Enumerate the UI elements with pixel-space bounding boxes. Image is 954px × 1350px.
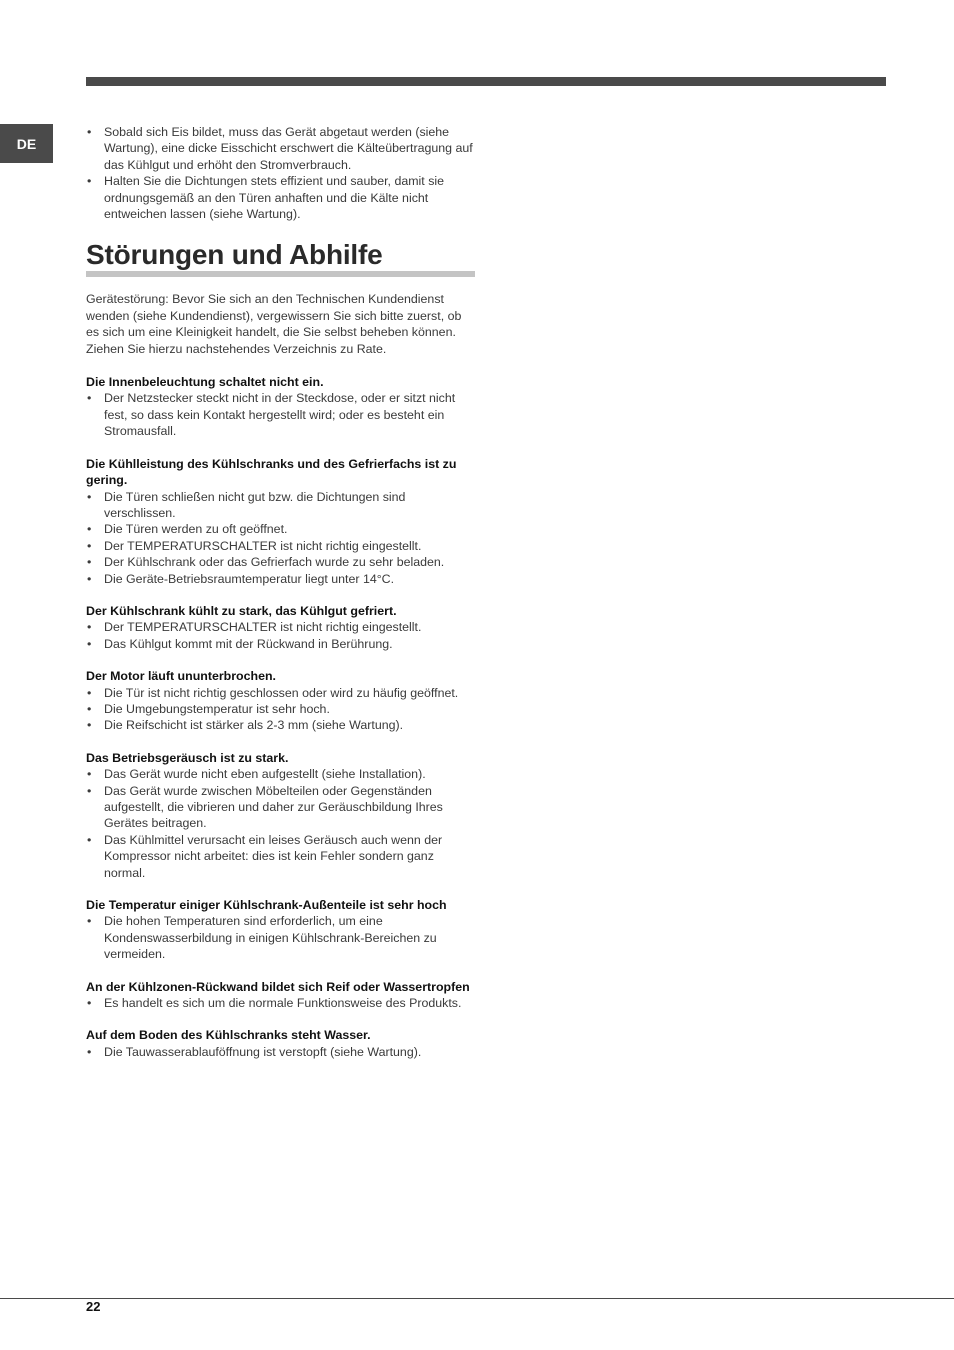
page-title: Störungen und Abhilfe [86, 239, 383, 271]
problem-section [86, 603, 476, 652]
section-heading: Das Betriebsgeräusch ist zu stark. [86, 750, 289, 765]
list-item: • Die Türen werden zu oft geöffnet. [86, 521, 476, 537]
cause-list [86, 685, 476, 734]
problem-section [86, 374, 476, 440]
list-item: • Die Türen schließen nicht gut bzw. die Dichtungen sind verschlissen. [86, 489, 476, 522]
cause-list [86, 390, 476, 439]
list-item: • Der TEMPERATURSCHALTER ist nicht richtig eingestellt. [86, 538, 476, 554]
list-item: • Das Gerät wurde nicht eben aufgestellt (siehe Installation). [86, 766, 476, 782]
problem-section [86, 897, 476, 963]
section-heading: An der Kühlzonen-Rückwand bildet sich Reif oder Wassertropfen [86, 979, 470, 994]
section-heading: Der Kühlschrank kühlt zu stark, das Kühlgut gefriert. [86, 603, 397, 618]
language-tab: DE [0, 124, 53, 163]
list-item: • Die Tür ist nicht richtig geschlossen oder wird zu häufig geöffnet. [86, 685, 476, 701]
problem-section [86, 668, 476, 734]
intro-bullet-list [86, 124, 476, 222]
section-heading: Auf dem Boden des Kühlschranks steht Wasser. [86, 1028, 371, 1043]
list-item: • Der TEMPERATURSCHALTER ist nicht richtig eingestellt. [86, 619, 476, 635]
cause-list [86, 995, 476, 1011]
list-item: • Der Kühlschrank oder das Gefrierfach wurde zu sehr beladen. [86, 554, 476, 570]
content-column [86, 124, 476, 1076]
problem-section [86, 1027, 476, 1060]
section-heading: Der Motor läuft ununterbrochen. [86, 669, 276, 684]
footer-rule [0, 1298, 954, 1299]
list-item: • Halten Sie die Dichtungen stets effizient und sauber, damit sie ordnungsgemäß an den Türen anhaften und die Kälte nicht entweichen lassen (siehe Wartung). [86, 173, 476, 222]
list-item: • Die Umgebungstemperatur ist sehr hoch. [86, 701, 476, 717]
section-heading: Die Innenbeleuchtung schaltet nicht ein. [86, 375, 324, 390]
list-item: • Das Gerät wurde zwischen Möbelteilen oder Gegenständen aufgestellt, die vibrieren und daher zur Geräuschbildung Ihres Gerätes beitragen. [86, 783, 476, 832]
list-item: • Der Netzstecker steckt nicht in der Steckdose, oder er sitzt nicht fest, so dass kein Kontakt hergestellt wird; oder es besteht ein Stromausfall. [86, 390, 476, 439]
section-heading: Die Temperatur einiger Kühlschrank-Außenteile ist sehr hoch [86, 898, 447, 913]
cause-list [86, 913, 476, 962]
title-underline [86, 271, 475, 277]
page-number: 22 [86, 1299, 101, 1314]
intro-paragraph: Gerätestörung: Bevor Sie sich an den Technischen Kundendienst wenden (siehe Kundendienst), vergewissern Sie sich bitte zuerst, ob es sich um eine Kleinigkeit handelt, die Sie selbst beheben können. Ziehen Sie hierzu nachstehendes Verzeichnis zu Rate. [86, 292, 462, 356]
problem-section [86, 979, 476, 1012]
list-item: • Das Kühlgut kommt mit der Rückwand in Berührung. [86, 636, 476, 652]
list-item: • Sobald sich Eis bildet, muss das Gerät abgetaut werden (siehe Wartung), eine dicke Eisschicht erschwert die Kälteübertragung auf das Kühlgut und erhöht den Stromverbrauch. [86, 124, 476, 173]
section-heading: Die Kühlleistung des Kühlschranks und des Gefrierfachs ist zu gering. [86, 456, 457, 488]
list-item: • Die Tauwasserablauföffnung ist verstopft (siehe Wartung). [86, 1044, 476, 1060]
header-rule [86, 77, 886, 86]
list-item: • Die Geräte-Betriebsraumtemperatur liegt unter 14°C. [86, 571, 476, 587]
problem-section [86, 456, 476, 587]
list-item: • Die hohen Temperaturen sind erforderlich, um eine Kondenswasserbildung in einigen Kühlschrank-Bereichen zu vermeiden. [86, 913, 476, 962]
cause-list [86, 1044, 476, 1060]
problem-section [86, 750, 476, 881]
list-item: • Das Kühlmittel verursacht ein leises Geräusch auch wenn der Kompressor nicht arbeitet: dies ist kein Fehler sondern ganz normal. [86, 832, 476, 881]
cause-list [86, 766, 476, 881]
cause-list [86, 619, 476, 652]
list-item: • Die Reifschicht ist stärker als 2-3 mm (siehe Wartung). [86, 717, 476, 733]
cause-list [86, 489, 476, 587]
list-item: • Es handelt es sich um die normale Funktionsweise des Produkts. [86, 995, 476, 1011]
